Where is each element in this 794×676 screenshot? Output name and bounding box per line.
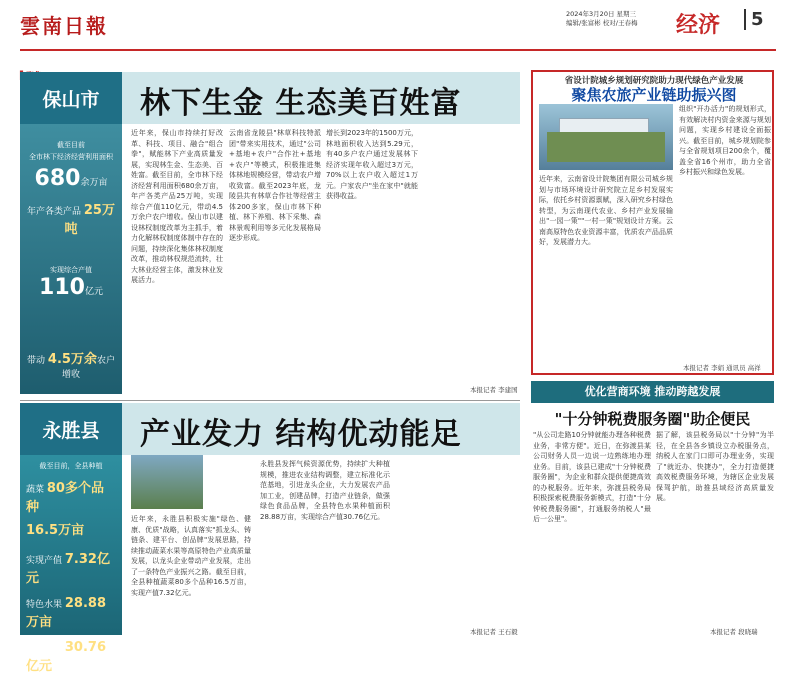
stat-value-area: 680余万亩 [34,166,108,191]
story4-byline: 本报记者 段晓瑞 [710,628,758,636]
story3-box [531,70,774,375]
story2-photo [131,455,203,509]
stat-label: 全市林下经济经营利用面积 [29,153,113,161]
story3-photo [539,104,673,170]
stat-label: 截至目前 [57,141,85,149]
story2-header [20,403,520,455]
stat-output: 年产各类产品 25万吨 [27,203,115,237]
story2-stats-sidebar [20,455,122,674]
story3-title: 聚焦农旅产业链助振兴图 [571,86,737,104]
story1-column-4 [424,128,520,398]
newspaper-logo: 雲南日報 [20,14,108,38]
stat-veg-area: 16.5万亩 [26,523,85,538]
story2-column-1: 近年来，永胜县积极实施"绿色、健康、优质"战略，认真落实"抓龙头、铸链条、建平台、创品牌"发展思路，持续推动蔬菜水果等高原特色产业高质量发展，以龙头企业带动产业发展，走出了一条特色产业振兴之路。截至目前，全县种植蔬菜80多个品种16.5万亩，实现产值7.32亿元。 [131,515,251,597]
story1-headline: 林下生金 生态美百姓富 [140,86,462,121]
story1-column-3: 增长到2023年的1500万元，林地面积收入达到5.29元，有40多户农户通过发展林下经济实现年收入超过3万元，70%以上农户收入超过1万元。户家农户"坐在家中"就能获得收益。 [326,129,418,200]
story1-header [20,72,520,124]
editor-line: 编辑/张富彬 校对/王春梅 [566,19,638,27]
issue-date: 2024年3月20日 星期三 [566,10,637,18]
story2-city-tag: 永胜县 [20,403,122,455]
stat-households: 带动 4.5万余农户增收 [27,352,115,380]
stat-fruit: 特色水果 28.88万亩 [26,596,107,630]
story2-headline: 产业发力 结构优动能足 [140,417,462,452]
stat-label: 实现综合产值 [50,266,92,274]
masthead [0,0,794,50]
page-number: 5 [744,9,764,30]
story3-kicker: 省设计院城乡规划研究院助力现代绿色产业发展 [564,76,744,86]
story1-column-2: 云南省龙陵县"林草科技特派团"带来实用技术，通过"公司+基地+农户"合作社+基地+农户"等模式，积极推进集体林地规模经营，带动农户增收致富。截至2023年底，龙陵县共有林草合作社等经营主体200多家，保山市林下种植、林下养殖、林下采集、森林景观利用等多元化发展格局逐步形成。 [229,129,321,242]
story1-stats-sidebar [20,124,122,394]
story3-column-2: 组织"开办活力"的规划形式，有效解决村内资金来源与规划问题，实现乡村建设全面振兴。截至目前，城乡规划院参与全省规划项目200余个，覆盖全省16个州市，助力全省乡村振兴和绿色发展。 [679,105,771,176]
story1-column-1: 近年来，保山市持续打好改革、科技、项目、融合"组合拳"，赋能林下产业高质量发展，实现林生金、生态美、百姓富。截至目前，全市林下经济经营利用面积680余万亩，年产各类产品25万吨，实现综合产值110亿元，带动4.5万余户农户增收。保山市以建设林权制度改革为主抓手，着力化解林权制度体制中存在的问题，持续深化集体林权制度改革，推动林权规范流转，壮大林业经营主体，激发林业发展活力。 [131,129,223,284]
story4-title: "十分钟税费服务圈"助企便民 [554,410,751,428]
stat-veg-output: 实现产值 7.32亿元 [26,552,110,586]
stat-label: 截至目前，全县种植 [39,462,103,470]
section-title: 经济 [676,13,721,38]
section-banner: 优化营商环境 推动跨越发展 [531,381,774,403]
story1-city-tag: 保山市 [20,72,122,124]
masthead-rule [20,49,776,51]
story2-byline: 本报记者 王石毅 [470,628,518,636]
story4-column-1: "从公司走路10分钟就能办理各种税费业务，非常方便"。近日，在弥渡县某公司财务人员一边说一边熟练地办理业务。目前，该县已建成"十分钟税费服务圈"，为企业和群众提供便捷高效的办税服务。近年来，弥渡县税务局积极探索税费服务新模式，打造"十分钟税费服务圈"，打通服务纳税人"最后一公里"。 [533,431,651,523]
story4-column-2: 据了解，该县税务局以"十分钟"为半径，在全县各乡镇设立办税服务点，纳税人在家门口即可办理业务，实现了"就近办、快捷办"，全力打造便捷高效税费服务环境，为辖区企业发展保驾护航，助推县域经济高质量发展。 [656,431,774,502]
story2-column-2: 永胜县发挥气候资源优势，持续扩大种植规模，推进农业结构调整，建立标准化示范基地，引进龙头企业，大力发展农产品加工业，创建品牌，打造产业链条，做强绿色食品品牌，全县特色水果种植面积28.88万亩，实现综合产值30.76亿元。 [260,460,390,521]
stat-vegetables: 蔬菜 80多个品种 [26,481,104,515]
story3-byline: 本报记者 李娟 通讯员 高祥 [683,364,761,372]
story3-column-1: 近年来，云南省设计院集团有限公司城乡规划与市场环境设计研究院立足乡村发展实际，依托乡村资源禀赋，深入研究乡村绿色转型，为云南现代农业、乡村产业发展输出"一园一策""一村一策"规划设计方案。云南高原特色农业资源丰富，优质农产品品质好，发展潜力大。 [539,175,673,246]
story2-column-3 [398,459,520,629]
issue-meta [566,10,637,28]
stat-fruit-output: 综合产值 30.76亿元 [26,640,107,674]
stat-value-output: 110亿元 [39,275,103,300]
divider [20,400,520,401]
story1-byline: 本报记者 李建国 [470,386,518,394]
